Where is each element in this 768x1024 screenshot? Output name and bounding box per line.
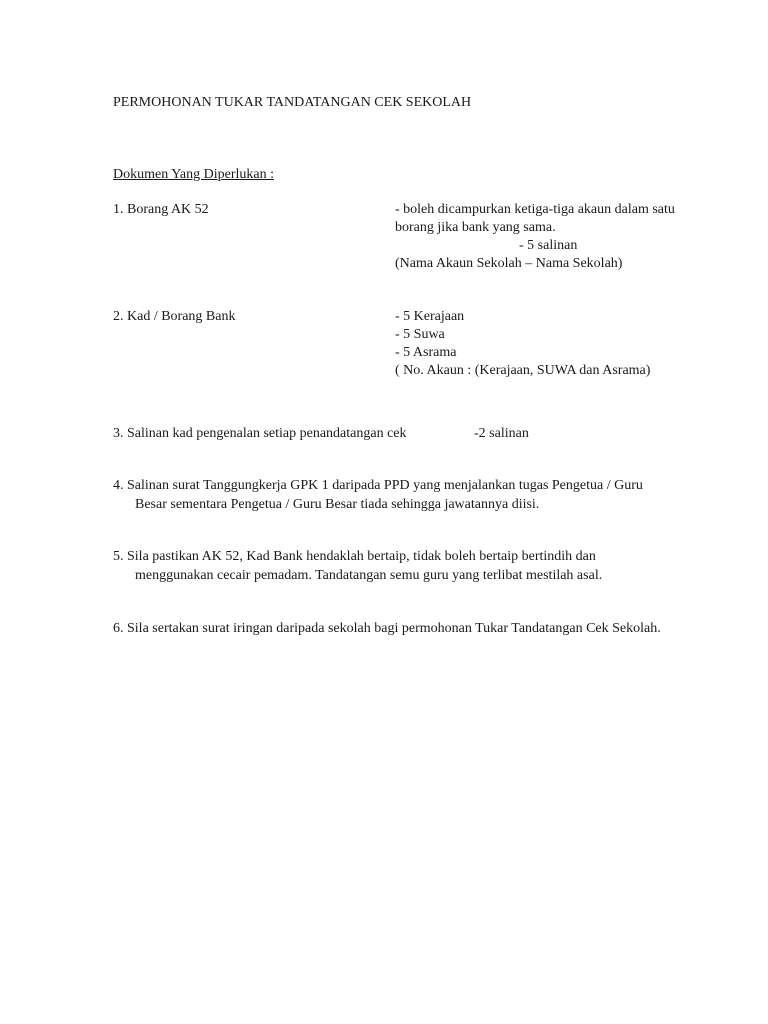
item-5-line-1: 5. Sila pastikan AK 52, Kad Bank hendaklah bertaip, tidak boleh bertaip bertindih dan [113, 549, 596, 564]
item-1-note-3: - 5 salinan [519, 238, 578, 253]
item-1-note-2: borang jika bank yang sama. [395, 220, 556, 235]
item-2-label: 2. Kad / Borang Bank [113, 309, 236, 324]
item-2-note-2: - 5 Suwa [395, 327, 445, 342]
item-3-note: -2 salinan [474, 426, 529, 441]
item-2-note-4: ( No. Akaun : (Kerajaan, SUWA dan Asrama) [395, 363, 651, 378]
item-3-label: 3. Salinan kad pengenalan setiap penandatangan cek [113, 426, 407, 441]
item-2-note-1: - 5 Kerajaan [395, 309, 465, 324]
item-5-line-2: menggunakan cecair pemadam. Tandatangan semu guru yang terlibat mestilah asal. [135, 568, 603, 583]
item-1-note-1: - boleh dicampurkan ketiga-tiga akaun dalam satu [395, 202, 675, 217]
item-1-note-4: (Nama Akaun Sekolah – Nama Sekolah) [395, 256, 623, 271]
item-6-line-1: 6. Sila sertakan surat iringan daripada sekolah bagi permohonan Tukar Tandatangan Cek Sekolah. [113, 621, 661, 636]
item-4-line-1: 4. Salinan surat Tanggungkerja GPK 1 daripada PPD yang menjalankan tugas Pengetua / Guru [113, 478, 643, 493]
item-1-label: 1. Borang AK 52 [113, 202, 209, 217]
item-4-line-2: Besar sementara Pengetua / Guru Besar tiada sehingga jawatannya diisi. [135, 497, 540, 512]
item-2-note-3: - 5 Asrama [395, 345, 457, 360]
section-heading: Dokumen Yang Diperlukan : [113, 167, 274, 182]
document-title: PERMOHONAN TUKAR TANDATANGAN CEK SEKOLAH [113, 95, 472, 110]
